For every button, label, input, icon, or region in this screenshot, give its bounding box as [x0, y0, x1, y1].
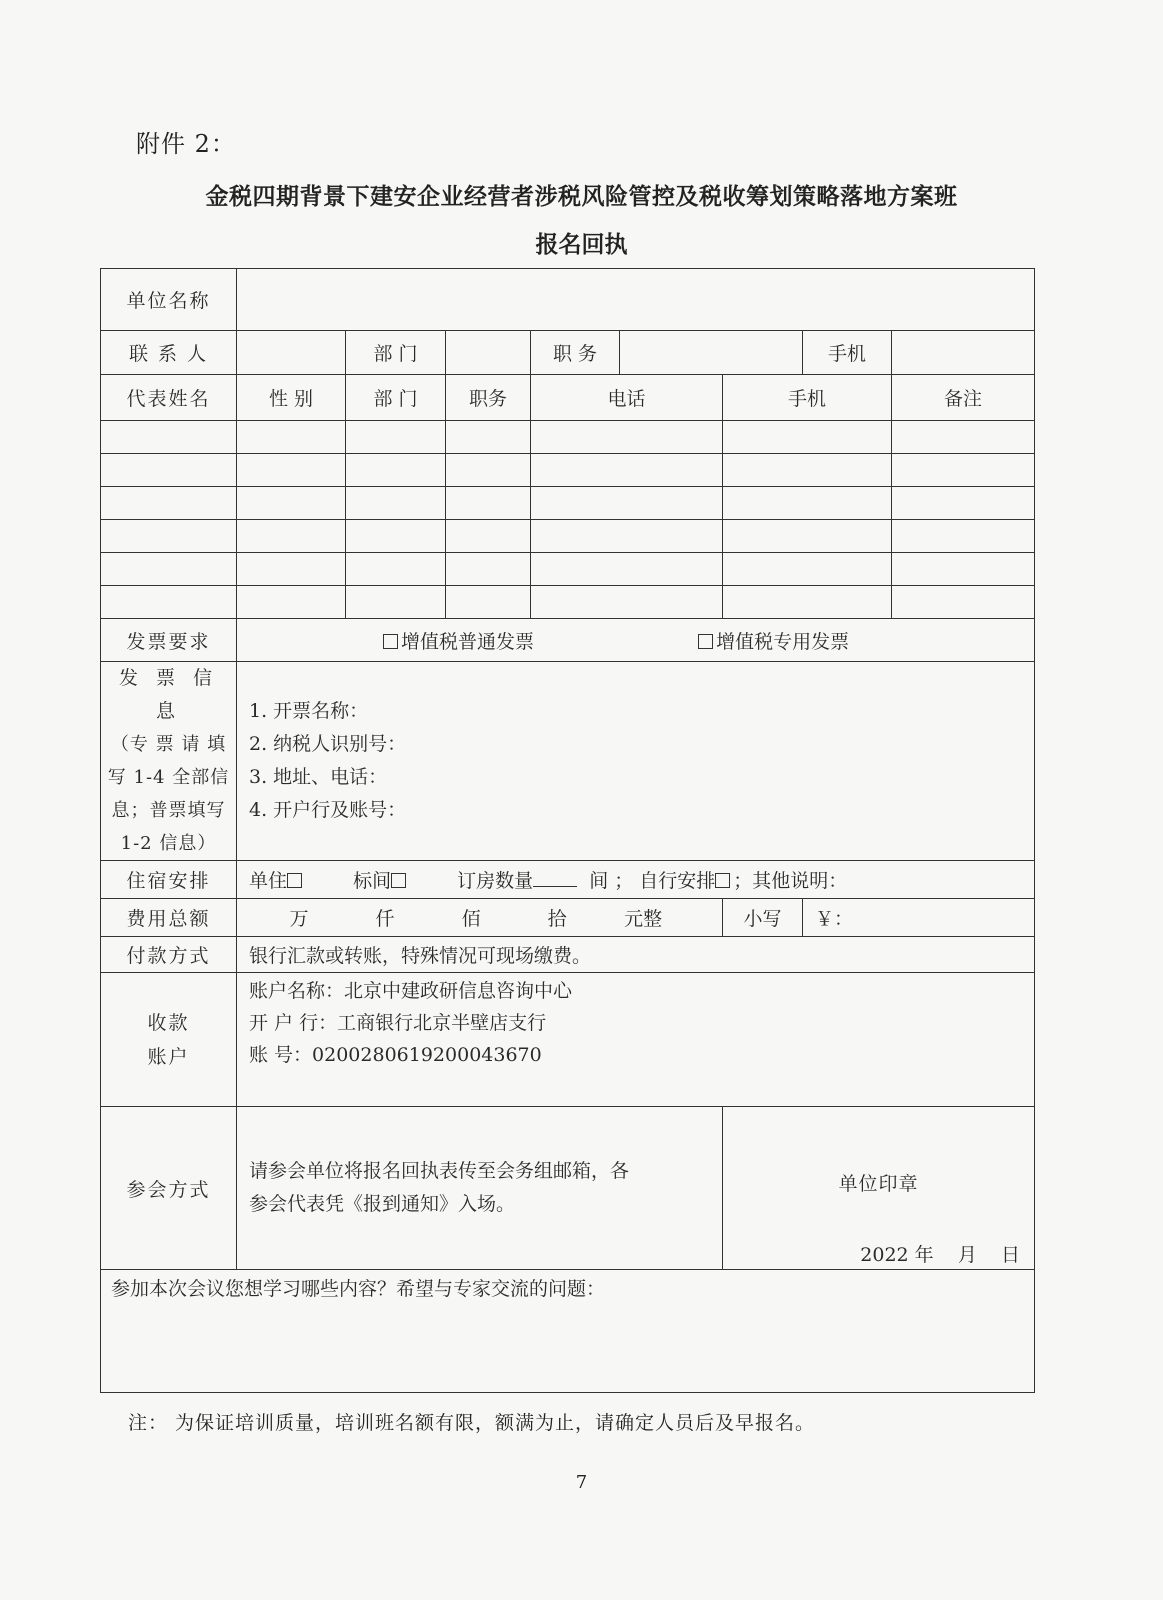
attachment-label: 附件 2：	[136, 130, 236, 158]
lodging-label: 住宿安排	[101, 861, 237, 899]
rep-cell[interactable]	[531, 520, 723, 553]
fee-small-label: 小写	[723, 899, 803, 937]
attend-label: 参会方式	[101, 1107, 237, 1270]
rep-gender-header: 性 别	[237, 375, 346, 421]
rep-cell[interactable]	[101, 586, 237, 619]
rep-cell[interactable]	[531, 421, 723, 454]
rep-cell[interactable]	[723, 454, 892, 487]
checkbox-icon[interactable]	[391, 873, 406, 888]
lodging-single-label: 单住	[249, 870, 288, 892]
rooms-blank[interactable]	[533, 872, 577, 887]
contact-position-label: 职 务	[531, 331, 620, 375]
rep-row	[101, 487, 1035, 520]
rep-cell[interactable]	[446, 421, 531, 454]
invoice-item: 1. 开票名称：	[249, 700, 369, 722]
rep-cell[interactable]	[237, 487, 346, 520]
rep-cell[interactable]	[446, 487, 531, 520]
rep-row	[101, 454, 1035, 487]
rep-row	[101, 421, 1035, 454]
rep-cell[interactable]	[237, 553, 346, 586]
account-label-1: 收款	[147, 1011, 190, 1034]
seal-area[interactable]	[723, 1107, 1035, 1270]
unit-name-label: 单位名称	[101, 269, 237, 331]
invoice-info-note-2: 写 1-4 全部信	[107, 767, 230, 788]
lodging-self-label: 自行安排	[639, 870, 716, 892]
registration-form	[100, 268, 1035, 1393]
payment-text: 银行汇款或转账，特殊情况可现场缴费。	[237, 937, 1035, 973]
rep-row	[101, 586, 1035, 619]
rep-cell[interactable]	[446, 520, 531, 553]
rep-cell[interactable]	[892, 487, 1035, 520]
rep-row	[101, 553, 1035, 586]
lodging-rooms-unit: 间 ；	[589, 870, 634, 892]
rep-cell[interactable]	[446, 553, 531, 586]
lodging-options	[237, 861, 1035, 899]
checkbox-icon[interactable]	[698, 634, 713, 649]
invoice-info-label-cell	[101, 662, 237, 861]
rep-cell[interactable]	[101, 421, 237, 454]
invoice-option-normal[interactable]	[383, 631, 540, 653]
fee-small-field[interactable]	[803, 899, 1035, 937]
invoice-option-special[interactable]	[698, 631, 849, 653]
rep-cell[interactable]	[101, 454, 237, 487]
account-number: 账 号：0200280619200043670	[249, 1044, 542, 1066]
rep-cell[interactable]	[346, 454, 446, 487]
invoice-info-label: 发 票 信 息	[118, 667, 219, 722]
rep-remark-header: 备注	[892, 375, 1035, 421]
form-subtitle: 报名回执	[535, 232, 628, 258]
account-info	[237, 973, 1035, 1107]
contact-field[interactable]	[237, 331, 346, 375]
form-title: 金税四期背景下建安企业经营者涉税风险管控及税收筹划策略落地方案班	[205, 184, 958, 210]
rep-cell[interactable]	[723, 520, 892, 553]
invoice-item: 3. 地址、电话：	[249, 766, 388, 788]
contact-position-field[interactable]	[620, 331, 803, 375]
invoice-info-note-3: 息；普票填写	[111, 800, 226, 821]
attend-text	[237, 1107, 723, 1270]
lodging-standard-label: 标间	[353, 870, 392, 892]
rep-cell[interactable]	[237, 520, 346, 553]
seal-date: 2022 年 月 日	[860, 1244, 1020, 1266]
contact-dept-label: 部 门	[346, 331, 446, 375]
invoice-option-special-label: 增值税专用发票	[716, 630, 850, 653]
checkbox-icon[interactable]	[287, 873, 302, 888]
contact-label: 联 系 人	[101, 331, 237, 375]
invoice-item: 4. 开户行及账号：	[249, 799, 407, 821]
rep-cell[interactable]	[446, 586, 531, 619]
rep-mobile-header: 手机	[723, 375, 892, 421]
contact-dept-field[interactable]	[446, 331, 531, 375]
fee-unit-wan: 万	[289, 908, 309, 930]
invoice-option-normal-label: 增值税普通发票	[401, 630, 535, 653]
rep-cell[interactable]	[723, 421, 892, 454]
rep-cell[interactable]	[723, 553, 892, 586]
rep-cell[interactable]	[346, 487, 446, 520]
question-label: 参加本次会议您想学习哪些内容？希望与专家交流的问题：	[111, 1278, 606, 1300]
invoice-options	[237, 619, 1035, 662]
rep-cell[interactable]	[101, 487, 237, 520]
rep-cell[interactable]	[531, 454, 723, 487]
fee-unit-bai: 佰	[461, 908, 481, 930]
question-field[interactable]	[101, 1270, 1035, 1393]
contact-mobile-label: 手机	[803, 331, 892, 375]
rep-cell[interactable]	[892, 421, 1035, 454]
rep-cell[interactable]	[237, 454, 346, 487]
account-name: 账户名称：北京中建政研信息咨询中心	[249, 980, 573, 1002]
yen-label: ￥：	[815, 908, 854, 930]
attend-text-line-1: 请参会单位将报名回执表传至会务组邮箱，各	[249, 1160, 630, 1182]
rep-cell[interactable]	[101, 520, 237, 553]
rep-cell[interactable]	[346, 586, 446, 619]
rep-row	[101, 520, 1035, 553]
invoice-info-note-4: 1-2 信息）	[120, 833, 217, 854]
rep-cell[interactable]	[446, 454, 531, 487]
rep-phone-header: 电话	[531, 375, 723, 421]
rep-cell[interactable]	[892, 454, 1035, 487]
unit-name-field[interactable]	[237, 269, 1035, 331]
invoice-req-label: 发票要求	[101, 619, 237, 662]
account-label-2: 账户	[147, 1045, 190, 1068]
rep-cell[interactable]	[237, 421, 346, 454]
fee-unit-shi: 拾	[547, 908, 567, 930]
rep-cell[interactable]	[892, 586, 1035, 619]
fee-amount-field[interactable]	[237, 899, 723, 937]
payment-label: 付款方式	[101, 937, 237, 973]
seal-label: 单位印章	[838, 1173, 919, 1195]
rep-cell[interactable]	[101, 553, 237, 586]
rep-cell[interactable]	[346, 520, 446, 553]
attend-text-line-2: 参会代表凭《报到通知》入场。	[249, 1193, 516, 1215]
fee-unit-qian: 仟	[375, 908, 395, 930]
rep-cell[interactable]	[892, 553, 1035, 586]
rep-cell[interactable]	[723, 586, 892, 619]
rep-position-header: 职务	[446, 375, 531, 421]
checkbox-icon[interactable]	[383, 634, 398, 649]
invoice-info-note-1: （专 票 请 填	[110, 734, 227, 755]
contact-mobile-field[interactable]	[892, 331, 1035, 375]
invoice-item: 2. 纳税人识别号：	[249, 733, 407, 755]
account-bank: 开 户 行：工商银行北京半壁店支行	[249, 1012, 547, 1034]
fee-unit-yuan: 元整	[624, 908, 663, 930]
rep-cell[interactable]	[346, 421, 446, 454]
rep-cell[interactable]	[531, 553, 723, 586]
lodging-other-label: ；其他说明：	[733, 870, 848, 892]
rep-cell[interactable]	[531, 586, 723, 619]
rep-dept-header: 部 门	[346, 375, 446, 421]
invoice-info-field[interactable]	[237, 662, 1035, 861]
rep-cell[interactable]	[346, 553, 446, 586]
rep-cell[interactable]	[531, 487, 723, 520]
fee-label: 费用总额	[101, 899, 237, 937]
checkbox-icon[interactable]	[715, 873, 730, 888]
rep-cell[interactable]	[723, 487, 892, 520]
account-label-cell	[101, 973, 237, 1107]
rep-cell[interactable]	[237, 586, 346, 619]
rep-name-header: 代表姓名	[101, 375, 237, 421]
page-number: 7	[575, 1472, 588, 1493]
lodging-rooms-label: 订房数量	[457, 870, 534, 892]
rep-cell[interactable]	[892, 520, 1035, 553]
footer-note: 注： 为保证培训质量，培训班名额有限，额满为止，请确定人员后及早报名。	[128, 1412, 816, 1434]
